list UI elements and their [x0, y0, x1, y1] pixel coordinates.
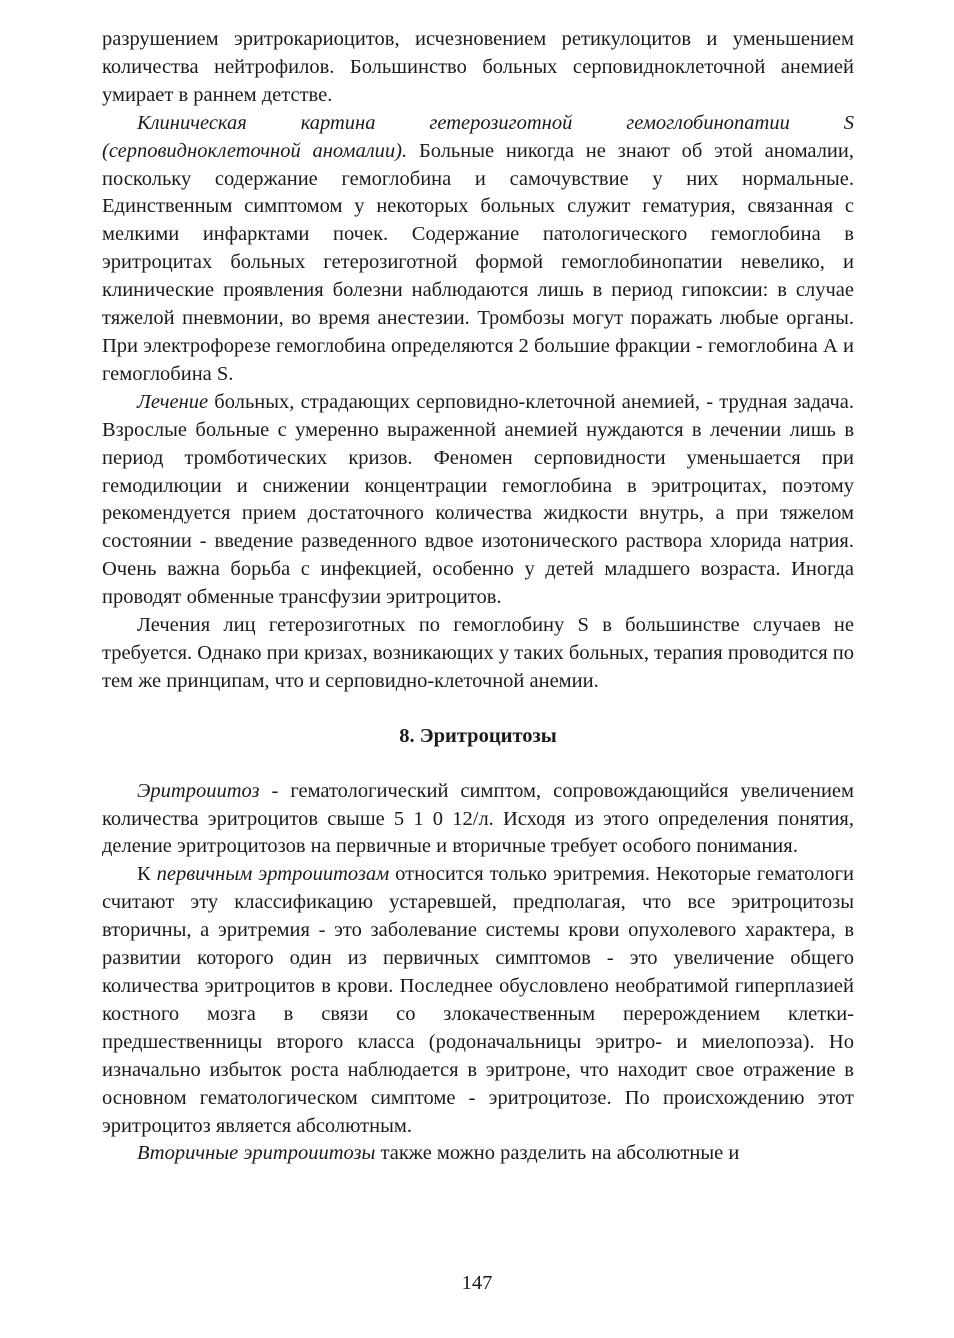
- paragraph-7: [102, 1140, 854, 1168]
- paragraph-4: Лечения лиц гетерозиготных по гемоглобину S в большинстве случаев не требуется. Однако при кризах, возникающих у таких больных, терапия проводится по тем же принципам, что и серповидно-клеточной анемии.: [102, 614, 854, 692]
- paragraph-5: [102, 778, 854, 862]
- paragraph-3: [102, 389, 854, 612]
- paragraph-3-text: больных, страдающих серповидно-клеточной анемией, - трудная задача. Взрослые больные с умеренно выраженной анемией нуждаются в лечении лишь в период тромботических кризов. Феномен серповидности уменьшается при гемодилюции и снижении концентрации гемоглобина в эритроцитах, поэтому рекомендуется прием достаточного количества жидкости внутрь, а при тяжелом состоянии - введение разведенного вдвое изотонического раствора хлорида натрия. Очень важна борьба с инфекцией, особенно у детей младшего возраста. Иногда проводят обменные трансфузии эритроцитов.: [102, 390, 854, 609]
- paragraph-5-text: - гематологический симптом, сопровождающийся увеличением количества эритроцитов свыше 5 1 0 12/л. Исходя из этого определения понятия, деление эритроцитозов на первичные и вторичные требует особого понимания.: [102, 779, 854, 858]
- paragraph-6-text: относится только эритремия. Некоторые гематологи считают эту классификацию устаревшей, предполагая, что все эритроцитозы вторичны, а эритремия - это заболевание системы крови опухолевого характера, в развитии которого один из первичных симптомов - это увеличение общего количества эритроцитов в крови. Последнее обусловлено необратимой гиперплазией костного мозга в связи со злокачественным перерождением клетки-предшественницы второго класса (родоначальницы эритро- и миелопоэза). Но изначально избыток роста наблюдается в эритроне, что находит свое отражение в основном гематологическом симптоме - эритроцитозе. По происхождению этот эритроцитоз является абсолютным.: [102, 863, 854, 1137]
- paragraph-6-lead: К: [137, 863, 157, 886]
- paragraph-1: разрушением эритрокариоцитов, исчезновением ретикулоцитов и уменьшением количества нейтрофилов. Большинство больных серповидноклеточной анемией умирает в раннем детстве.: [102, 28, 854, 106]
- paragraph-2-italic-lead: Клиническая картина гетерозиготной гемоглобинопатии S (серповидноклеточной аномалии).: [102, 111, 854, 162]
- paragraph-3-italic-lead: Лечение: [137, 390, 209, 413]
- paragraph-7-italic-lead: Вторичные эритроиитозы: [137, 1142, 376, 1165]
- paragraph-5-italic-lead: Эритроиитоз: [137, 779, 260, 802]
- paragraph-6-italic: первичным эртроиитозам: [156, 863, 390, 886]
- page-number: 147: [461, 1272, 493, 1294]
- paragraph-2: [102, 110, 854, 389]
- paragraph-7-text: также можно разделить на абсолютные и: [375, 1142, 740, 1165]
- document-page: [102, 26, 854, 1168]
- paragraph-6: [102, 861, 854, 1140]
- paragraph-2-text: Больные никогда не знают об этой аномалии, поскольку содержание гемоглобина и самочувствие у них нормальные. Единственным симптомом у некоторых больных служит гематурия, связанная с мелкими инфарктами почек. Содержание патологического гемоглобина в эритроцитах больных гетерозиготной формой гемоглобинопатии невелико, и клинические проявления болезни наблюдаются лишь в период гипоксии: в случае тяжелой пневмонии, во время анестезии. Тромбозы могут поражать любые органы. При электрофорезе гемоглобина определяются 2 большие фракции - гемоглобина А и гемоглобина S.: [102, 139, 854, 385]
- section-heading: 8. Эритроцитозы: [399, 724, 557, 747]
